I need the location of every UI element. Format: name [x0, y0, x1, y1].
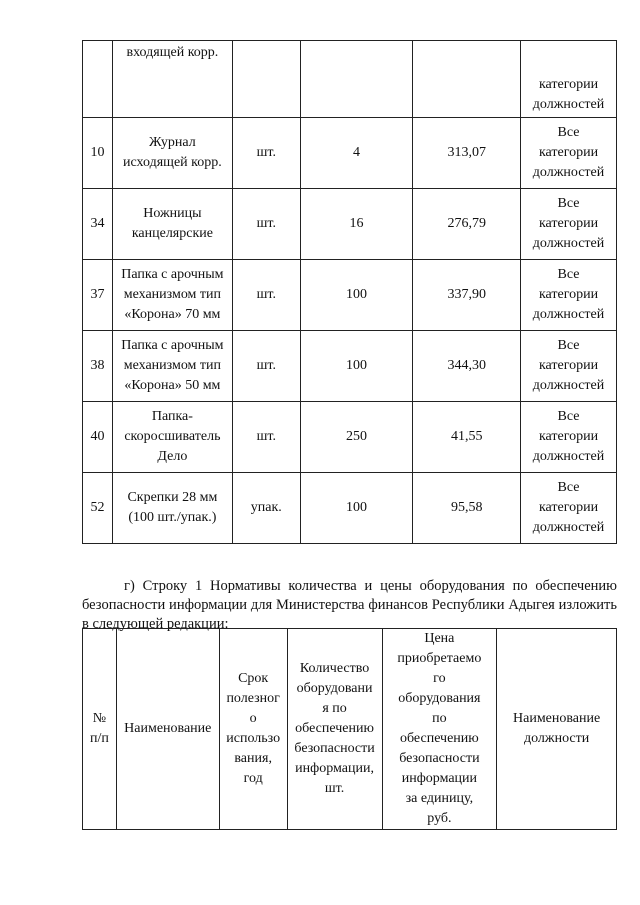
item-unit: шт. — [232, 402, 300, 473]
item-price: 276,79 — [413, 189, 521, 260]
item-quantity: 100 — [300, 473, 413, 544]
item-price — [413, 41, 521, 118]
item-positions: Все категории должностей — [521, 118, 617, 189]
item-name: Ножницы канцелярские — [112, 189, 232, 260]
item-quantity — [300, 41, 413, 118]
item-quantity: 4 — [300, 118, 413, 189]
item-price: 344,30 — [413, 331, 521, 402]
row-number: 10 — [83, 118, 113, 189]
header-row — [83, 629, 617, 830]
header-price: Цена приобретаемо го оборудования по обеспечению безопасности информации за единицу, руб. — [382, 629, 497, 830]
table-row — [83, 118, 617, 189]
equipment-table — [82, 628, 617, 830]
row-number — [83, 41, 113, 118]
amendment-text: г) Строку 1 Нормативы количества и цены оборудования по обеспечению безопасности информации для Министерства финансов Республики Адыгея изложить в следующей редакции: — [82, 577, 617, 632]
item-positions: Все категории должностей — [521, 402, 617, 473]
equipment-table-header — [83, 629, 617, 830]
item-quantity: 100 — [300, 260, 413, 331]
items-table-body — [83, 41, 617, 544]
table-row — [83, 473, 617, 544]
item-unit: шт. — [232, 331, 300, 402]
amendment-paragraph — [82, 577, 617, 634]
item-positions: Все категории должностей — [521, 331, 617, 402]
item-price: 313,07 — [413, 118, 521, 189]
item-name: Папка с арочным механизмом тип «Корона» 50 мм — [112, 331, 232, 402]
item-unit: шт. — [232, 189, 300, 260]
items-table — [82, 40, 617, 544]
header-positions: Наименование должности — [497, 629, 617, 830]
item-quantity: 250 — [300, 402, 413, 473]
item-name: Папка с арочным механизмом тип «Корона» 70 мм — [112, 260, 232, 331]
table-row — [83, 41, 617, 118]
row-number: 52 — [83, 473, 113, 544]
item-price: 95,58 — [413, 473, 521, 544]
item-price: 41,55 — [413, 402, 521, 473]
item-quantity: 16 — [300, 189, 413, 260]
item-positions: категории должностей — [521, 41, 617, 118]
row-number: 40 — [83, 402, 113, 473]
row-number: 34 — [83, 189, 113, 260]
item-name: Журнал исходящей корр. — [112, 118, 232, 189]
item-unit — [232, 41, 300, 118]
item-name: Папка- скоросшиватель Дело — [112, 402, 232, 473]
row-number: 37 — [83, 260, 113, 331]
item-price: 337,90 — [413, 260, 521, 331]
header-name: Наименование — [116, 629, 219, 830]
table-row — [83, 260, 617, 331]
row-number: 38 — [83, 331, 113, 402]
table-row — [83, 331, 617, 402]
item-name: входящей корр. — [112, 41, 232, 118]
table-row — [83, 402, 617, 473]
item-positions: Все категории должностей — [521, 189, 617, 260]
item-name: Скрепки 28 мм (100 шт./упак.) — [112, 473, 232, 544]
header-number: № п/п — [83, 629, 117, 830]
header-term: Срок полезног о использо вания, год — [219, 629, 287, 830]
item-unit: шт. — [232, 260, 300, 331]
table-row — [83, 189, 617, 260]
item-quantity: 100 — [300, 331, 413, 402]
item-positions: Все категории должностей — [521, 473, 617, 544]
item-unit: упак. — [232, 473, 300, 544]
item-unit: шт. — [232, 118, 300, 189]
header-quantity: Количество оборудовани я по обеспечению безопасности информации, шт. — [287, 629, 382, 830]
item-positions: Все категории должностей — [521, 260, 617, 331]
